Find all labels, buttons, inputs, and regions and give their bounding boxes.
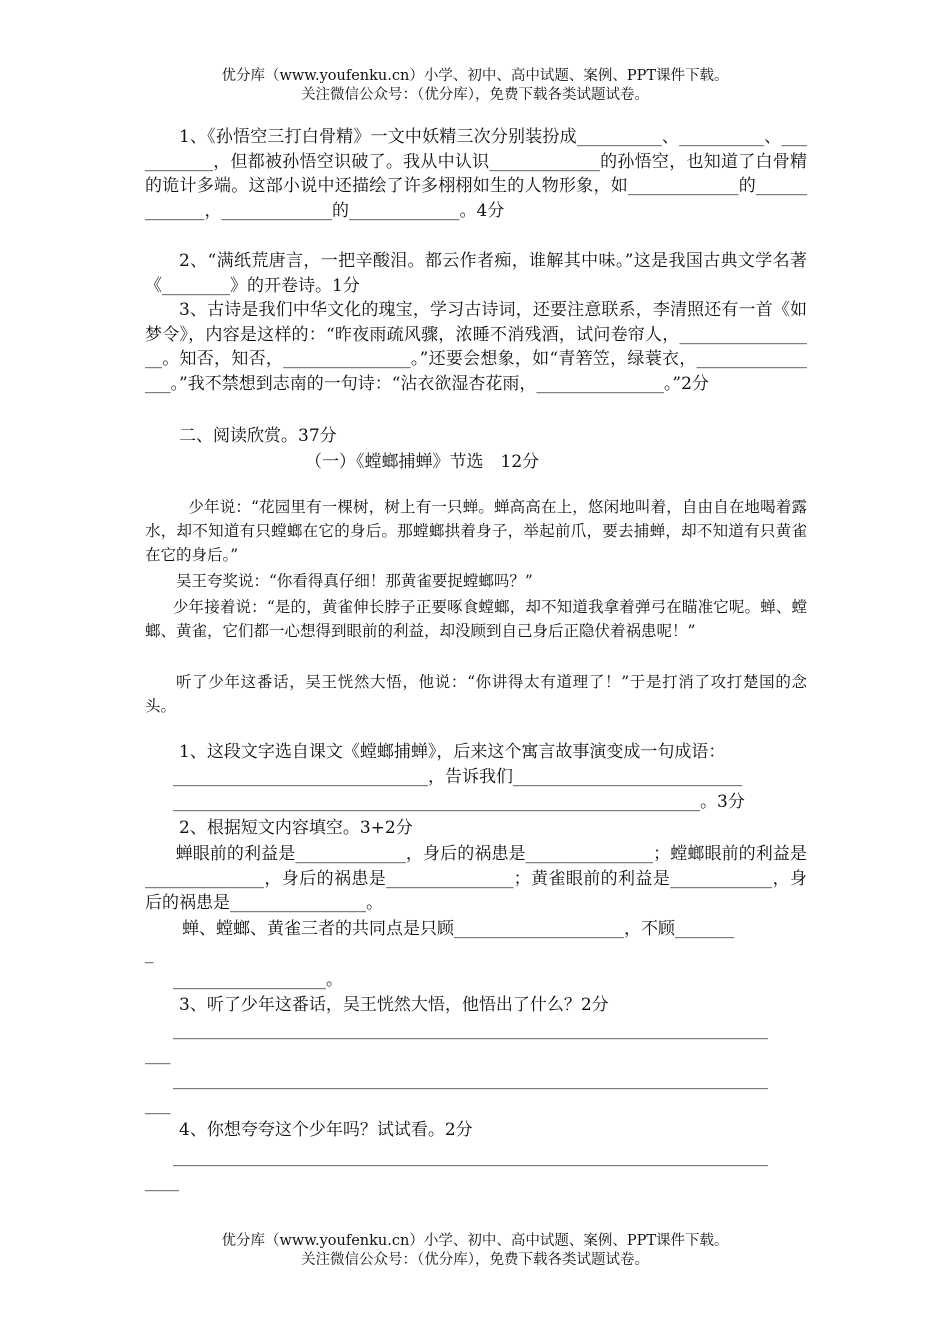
reading-q1-line-3: ______________________________________________________________。3分 xyxy=(173,792,745,812)
footer-line-1: 优分库（www.youfenku.cn）小学、初中、高中试题、案例、PPT课件下载。 xyxy=(221,1233,729,1249)
reading-q4-answer-line-1-cont: ____ xyxy=(145,1172,179,1192)
reading-q2-common-cont: _ xyxy=(145,944,154,964)
reading-q1-line-2: ______________________________，告诉我们___________________________ xyxy=(173,767,743,787)
question-1-journey-west: 1、《孙悟空三打白骨精》一文中妖精三次分别装扮成__________、__________、___________，但都被孙悟空识破了。我从中认识_____________的孙悟空，也知道了白骨精的诡计多端。这部小说中还描绘了许多栩栩如生的人物形象，如_____________的_____________，_____________的_____________。4分 xyxy=(145,127,807,221)
reading-q3-answer-line-2: ______________________________________________________________________ xyxy=(173,1070,768,1090)
reading-q3-answer-line-1-cont: ___ xyxy=(145,1045,171,1065)
reading-q4-answer-line-1: ______________________________________________________________________ xyxy=(173,1147,768,1167)
header-line-2: 关注微信公众号：（优分库），免费下载各类试题试卷。 xyxy=(301,87,649,103)
reading-q3-title: 3、听了少年这番话，吴王恍然大悟，他悟出了什么？2分 xyxy=(179,995,609,1015)
question-2-dream-red-mansions: 2、“满纸荒唐言，一把辛酸泪。都云作者痴，谁解其中味。”这是我国古典文学名著《________》的开卷诗。1分 xyxy=(145,251,807,296)
reading-q3-answer-line-2-cont: ___ xyxy=(145,1095,171,1115)
section-2-subheading: （一）《螳螂捕蝉》节选 12分 xyxy=(305,452,540,472)
reading-q1-line-1: 1、这段文字选自课文《螳螂捕蝉》，后来这个寓言故事演变成一句成语： xyxy=(179,742,726,762)
footer-line-2: 关注微信公众号：（优分库），免费下载各类试题试卷。 xyxy=(301,1252,649,1268)
section-2-heading: 二、阅读欣赏。37分 xyxy=(179,426,337,446)
header-line-1: 优分库（www.youfenku.cn）小学、初中、高中试题、案例、PPT课件下载。 xyxy=(221,68,729,84)
reading-q2-common-line-2: __________________。 xyxy=(173,970,343,990)
passage-paragraph-1: 少年说：“花园里有一棵树，树上有一只蝉。蝉高高在上，悠闲地叫着，自由自在地喝着露水，却不知道有只螳螂在它的身后。那螳螂拱着身子，举起前爪，要去捕蝉，却不知道有只黄雀在它的身后。” xyxy=(145,498,807,564)
page-header xyxy=(0,67,950,105)
page-footer xyxy=(0,1232,950,1270)
reading-q2-title: 2、根据短文内容填空。3+2分 xyxy=(179,818,413,838)
passage-paragraph-3: 少年接着说：“是的，黄雀伸长脖子正要啄食螳螂，却不知道我拿着弹弓在瞄准它呢。蝉、螳螂、黄雀，它们都一心想得到眼前的利益，却没顾到自己身后正隐伏着祸患呢！” xyxy=(145,598,807,640)
reading-q2-fill-in: 蝉眼前的利益是_____________，身后的祸患是_______________；螳螂眼前的利益是______________，身后的祸患是_______________；黄雀眼前的利益是____________，身后的祸患是________________。 xyxy=(145,844,807,913)
passage-paragraph-2: 吴王夸奖说：“你看得真仔细！那黄雀要捉螳螂吗？” xyxy=(176,572,533,590)
question-3-ancient-poetry: 3、古诗是我们中华文化的瑰宝，学习古诗词，还要注意联系，李清照还有一首《如梦令》，内容是这样的：“昨夜雨疏风骤，浓睡不消残酒，试问卷帘人，_________________。知否，知否，_______________。”还要会想象，如“青箬笠，绿蓑衣，________________。”我不禁想到志南的一句诗：“沾衣欲湿杏花雨，_______________。”2分 xyxy=(145,300,807,394)
reading-q3-answer-line-1: ______________________________________________________________________ xyxy=(173,1020,768,1040)
reading-q2-common-point: 蝉、螳螂、黄雀三者的共同点是只顾____________________，不顾_______ xyxy=(182,919,735,939)
passage-paragraph-4: 听了少年这番话，吴王恍然大悟，他说：“你讲得太有道理了！”于是打消了攻打楚国的念头。 xyxy=(145,673,807,715)
reading-q4-title: 4、你想夸夸这个少年吗？试试看。2分 xyxy=(179,1120,473,1140)
